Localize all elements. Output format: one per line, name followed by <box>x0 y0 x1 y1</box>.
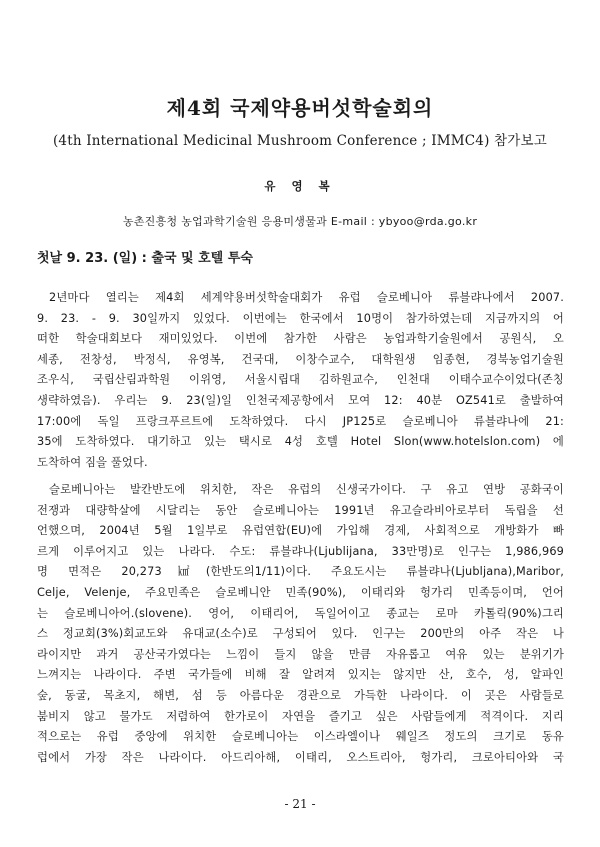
paragraph-line: 언했으며, 2004년 5월 1일부로 유럽연합(EU)에 가입해 경제, 사회적으로 개방화가 빠 <box>37 524 564 538</box>
paragraph-line: 라이지만 과거 공산국가였다는 느낌이 들지 않을 만큼 자유롭고 여유 있는 분위기가 <box>37 647 564 661</box>
paragraph-line: 35에 도착하였다. 대기하고 있는 택시로 4성 호텔 Hotel Slon(www.hotelslon.com) 에 <box>37 435 564 449</box>
section-heading: 첫날 9. 23. (일) : 출국 및 호텔 투숙 <box>37 251 253 266</box>
paragraph-line: 르게 이루어지고 있는 나라다. 수도: 류블랴나(Ljublijana, 33만명)로 인구는 1,986,969 <box>37 544 564 558</box>
paragraph-line: 전쟁과 대량학살에 시달리는 동안 슬로베니아는 1991년 유고슬라비아로부터 독립을 선 <box>37 503 564 517</box>
paragraph-line: 2년마다 열리는 제4회 세계약용버섯학술대회가 유럽 슬로베니아 류블랴나에서 2007. <box>49 291 564 304</box>
paragraph-line: 스 정교회(3%)회교도와 유대교(소수)로 구성되어 있다. 인구는 200만의 아주 작은 나 <box>37 627 564 641</box>
paragraph-line: Celje, Velenje, 주요민족은 슬로베니안 민족(90%), 이태리와 헝가리 민족등이며, 언어 <box>37 585 564 599</box>
page-number: - 21 - <box>284 797 316 811</box>
document-title: 제4회 국제약용버섯학술회의 <box>166 96 434 120</box>
paragraph-line: 럽에서 가장 작은 나라이다. 아드리아해, 이태리, 오스트리아, 헝가리, 크로아티아와 국 <box>37 750 564 764</box>
body-paragraph <box>37 480 564 768</box>
paragraph-line: 17:00에 독일 프랑크푸르트에 도착하였다. 다시 JP125로 슬로베니아 류블랴나에 21: <box>37 414 564 428</box>
document-subtitle: (4th International Medicinal Mushroom Conference ; IMMC4) 참가보고 <box>52 133 548 149</box>
paragraph-line: 조우식, 국립산림과학원 이위영, 서울시립대 김하원교수, 인천대 이태수교수이었다(존칭 <box>37 373 564 387</box>
author-affiliation: 농촌진흥청 농업과학기술원 응용미생물과 E-mail : ybyoo@rda.go.kr <box>122 215 478 228</box>
paragraph-line: 떠한 학술대회보다 재미있었다. 이번에 참가한 사람은 농업과학기술원에서 공원식, 오 <box>37 332 564 346</box>
paragraph-line: 도착하여 짐을 풀었다. <box>37 455 148 469</box>
paragraph-line: 적으로는 유럽 중앙에 위치한 슬로베니아는 이스라엘이나 웨일즈 정도의 크기로 동유 <box>37 730 564 744</box>
paragraph-line: 숲, 동굴, 목초지, 해변, 섬 등 아름다운 경관으로 가득한 나라이다. 이 곳은 사람들로 <box>37 688 564 702</box>
paragraph-line: 명 면적은 20,273㎢(한반도의1/11)이다. 주요도시는 류블랴나(Ljubljana),Maribor, <box>37 565 564 579</box>
paragraph-line: 느껴지는 나라이다. 주변 국가들에 비해 잘 알려져 있지는 않지만 산, 호수, 성, 알파인 <box>37 668 564 682</box>
paragraph-line: 9. 23. - 9. 30일까지 있었다. 이번에는 한국에서 10명이 참가하였는데 지금까지의 어 <box>37 311 564 325</box>
paragraph-line: 생략하였음). 우리는 9. 23(일)일 인천국제공항에서 모여 12: 40분 OZ541로 출발하여 <box>37 393 564 407</box>
body-paragraph <box>37 288 564 473</box>
paragraph-line: 붐비지 않고 물가도 저렴하여 한가로이 자연을 즐기고 싶은 사람들에게 적격이다. 지리 <box>37 709 564 723</box>
paragraph-line: 는 슬로베니아어.(slovene). 영어, 이태리어, 독일어이고 종교는 로마 카톨릭(90%)그리 <box>37 606 564 620</box>
author-name: 유 영 복 <box>264 179 336 193</box>
paragraph-line: 세종, 전창성, 박정식, 유영복, 건국대, 이창수교수, 대학원생 임종현, 경북농업기술원 <box>37 352 564 366</box>
paragraph-line: 슬로베니아는 발칸반도에 위치한, 작은 유럽의 신생국가이다. 구 유고 연방 공화국이 <box>49 483 564 496</box>
